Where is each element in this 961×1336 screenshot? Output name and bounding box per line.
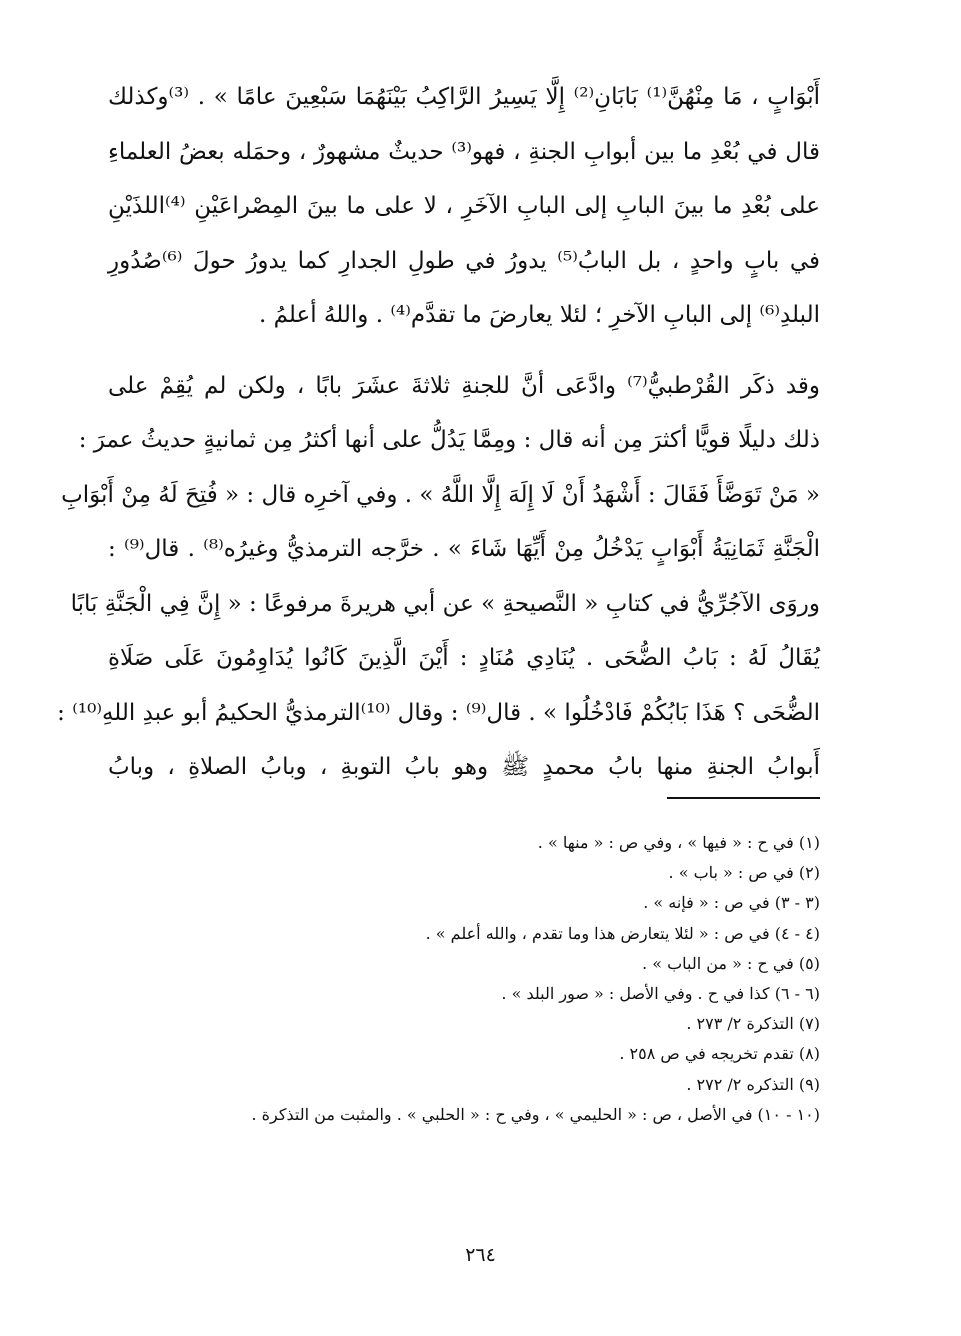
- text-line: وروَى الآجُرِّيُّ في كتابِ « النَّصيحةِ » عن أبي هريرةَ مرفوعًا : « إِنَّ فِي الْجَنَّةِ بَابًا: [70, 590, 820, 617]
- page-number: ٢٦٤: [465, 1244, 496, 1266]
- text-line: على بُعْدِ ما بينَ البابِ إلى البابِ الآخَرِ ، لا على ما بينَ المِصْراعَيْنِ ⁽⁴⁾اللذَيْنِ: [108, 193, 820, 219]
- footnote: (٤ - ٤) في ص : « لئلا يتعارض هذا وما تقدم ، والله أعلم » .: [425, 923, 820, 943]
- text-line: الضُّحَى ؟ هَذَا بَابُكُمْ فَادْخُلُوا » . قال⁽⁹⁾ : وقال ⁽¹⁰⁾الترمذيُّ الحكيمُ أبو عبدِ اللهِ⁽¹⁰⁾ :: [57, 699, 820, 726]
- paragraph-1: [108, 70, 820, 343]
- text-line: في بابٍ واحدٍ ، بل البابُ⁽⁵⁾ يدورُ في طولِ الجدارِ كما يدورُ حولَ ⁽⁶⁾صُدُورِ: [108, 247, 820, 274]
- footnote: (٧) التذكرة ٢/ ٢٧٣ .: [686, 1014, 820, 1034]
- text-line: « مَنْ تَوَضَّأَ فَقَالَ : أَشْهَدُ أَنْ لَا إِلَهَ إِلَّا اللَّهُ » . وفي آخرِه قال : « فُتِحَ لَهُ مِنْ أَبْوَابِ: [61, 481, 820, 508]
- footnote: (٥) في ح : « من الباب » .: [642, 953, 820, 973]
- footnote: (٣ - ٣) في ص : « فإنه » .: [643, 893, 820, 913]
- text-line: أَبْوَابٍ ، مَا مِنْهُنَّ⁽¹⁾ بَابَانِ⁽²⁾ إِلَّا يَسِيرُ الرَّاكِبُ بَيْنَهُمَا سَبْعِينَ عامًا » . ⁽³⁾وكذلك: [108, 84, 820, 110]
- paragraph-2: [57, 359, 820, 795]
- footnote: (٨) تقدم تخريجه في ص ٢٥٨ .: [619, 1044, 820, 1064]
- footnote: (٢) في ص : « باب » .: [668, 863, 820, 883]
- footnotes: [108, 828, 820, 1130]
- footnote: (١) في ح : « فيها » ، وفي ص : « منها » .: [537, 833, 820, 852]
- text-line: ذلك دليلًا قويًّا أكثرَ مِن أنه قال : ومِمَّا يَدُلُّ على أنها أكثرُ مِن ثمانيةٍ حديثُ عمرَ :: [78, 427, 820, 453]
- footnote-separator: [667, 797, 820, 799]
- text-line: البلدِ⁽⁶⁾ إلى البابِ الآخرِ ؛ لئلا يعارضَ ما تقدَّم⁽⁴⁾ . واللهُ أعلمُ .: [258, 302, 820, 328]
- text-line: يُقَالُ لَهُ : بَابُ الضُّحَى . يُنَادِي مُنَادٍ : أَيْنَ الَّذِينَ كَانُوا يُدَاوِمُونَ عَلَى صَلَاةِ: [108, 645, 820, 671]
- footnote: (٩) التذكره ٢/ ٢٧٢ .: [686, 1074, 820, 1094]
- main-text: [57, 70, 820, 795]
- footnote: (٦ - ٦) كذا في ح . وفي الأصل : « صور البلد » .: [501, 983, 820, 1003]
- text-line: أَبوابُ الجنةِ منها بابُ محمدٍ ﷺ وهو بابُ التوبةِ ، وبابُ الصلاةِ ، وبابُ: [108, 754, 820, 780]
- text-line: وقد ذكَر القُرْطبيُّ⁽⁷⁾ وادَّعَى أنَّ للجنةِ ثلاثةَ عشَرَ بابًا ، ولكن لم يُقِمْ على: [108, 372, 820, 399]
- text-line: الْجَنَّةِ ثَمَانِيَةُ أَبْوَابٍ يَدْخُلُ مِنْ أَيِّهَا شَاءَ » . خرَّجه الترمذيُّ وغيرُه⁽⁸⁾ . قال⁽⁹⁾ :: [108, 536, 820, 562]
- text-line: قال في بُعْدِ ما بين أبوابِ الجنةِ ، فهو⁽³⁾ حديثٌ مشهورٌ ، وحمَله بعضُ العلماءِ: [108, 138, 820, 165]
- footnote: (١٠ - ١٠) في الأصل ، ص : « الحليمي » ، وفي ح : « الحلبي » . والمثبت من التذكرة .: [251, 1104, 820, 1124]
- paragraph-gap: [108, 343, 820, 359]
